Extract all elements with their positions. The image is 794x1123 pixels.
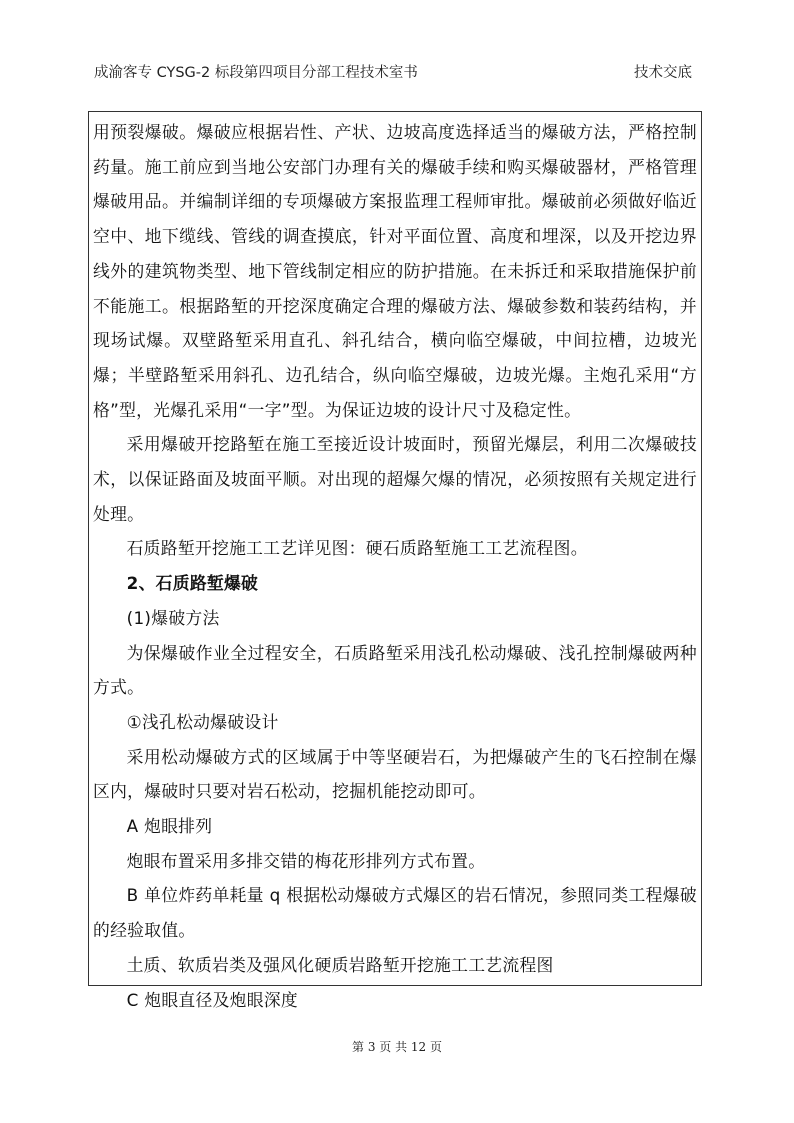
paragraph: 采用松动爆破方式的区域属于中等坚硬岩石，为把爆破产生的飞石控制在爆区内，爆破时只要对岩石松动，挖掘机能挖动即可。 xyxy=(93,746,697,802)
header-left: 成渝客专 CYSG-2 标段第四项目分部工程技术室书 xyxy=(94,65,418,81)
item-heading: C 炮眼直径及炮眼深度 xyxy=(126,989,298,1010)
paragraph: B 单位炸药单耗量 q 根据松动爆破方式爆区的岩石情况，参照同类工程爆破的经验取值。 xyxy=(93,885,697,941)
header-right: 技术交底 xyxy=(634,65,692,81)
paragraph: 采用爆破开挖路堑在施工至接近设计坡面时，预留光爆层，利用二次爆破技术，以保证路面及坡面平顺。对出现的超爆欠爆的情况，必须按照有关规定进行处理。 xyxy=(93,434,697,524)
subsection-heading: (1)爆破方法 xyxy=(126,607,220,628)
paragraph: 土质、软质岩类及强风化硬质岩路堑开挖施工工艺流程图 xyxy=(126,954,554,975)
paragraph: 石质路堑开挖施工工艺详见图：硬石质路堑施工工艺流程图。 xyxy=(126,538,588,559)
item-heading: A 炮眼排列 xyxy=(126,816,213,837)
page-number: 第 3 页 共 12 页 xyxy=(352,1040,442,1054)
paragraph: 为保爆破作业全过程安全，石质路堑采用浅孔松动爆破、浅孔控制爆破两种方式。 xyxy=(93,642,697,698)
subsection-heading: ①浅孔松动爆破设计 xyxy=(126,711,279,732)
paragraph: 用预裂爆破。爆破应根据岩性、产状、边坡高度选择适当的爆破方法，严格控制药量。施工前应到当地公安部门办理有关的爆破手续和购买爆破器材，严格管理爆破用品。并编制详细的专项爆破方案报监理工程师审批。爆破前必须做好临近空中、地下缆线、管线的调查摸底，针对平面位置、高度和埋深，以及开挖边界线外的建筑物类型、地下管线制定相应的防护措施。在未拆迁和采取措施保护前不能施工。根据路堑的开挖深度确定合理的爆破方法、爆破参数和装药结构，并现场试爆。双壁路堑采用直孔、斜孔结合，横向临空爆破，中间拉槽，边坡光爆；半壁路堑采用斜孔、边孔结合，纵向临空爆破，边坡光爆。主炮孔采用“方格”型，光爆孔采用“一字”型。为保证边坡的设计尺寸及稳定性。 xyxy=(93,122,697,420)
section-heading: 2、石质路堑爆破 xyxy=(126,573,259,594)
paragraph: 炮眼布置采用多排交错的梅花形排列方式布置。 xyxy=(126,850,486,871)
document-body xyxy=(93,115,697,1017)
